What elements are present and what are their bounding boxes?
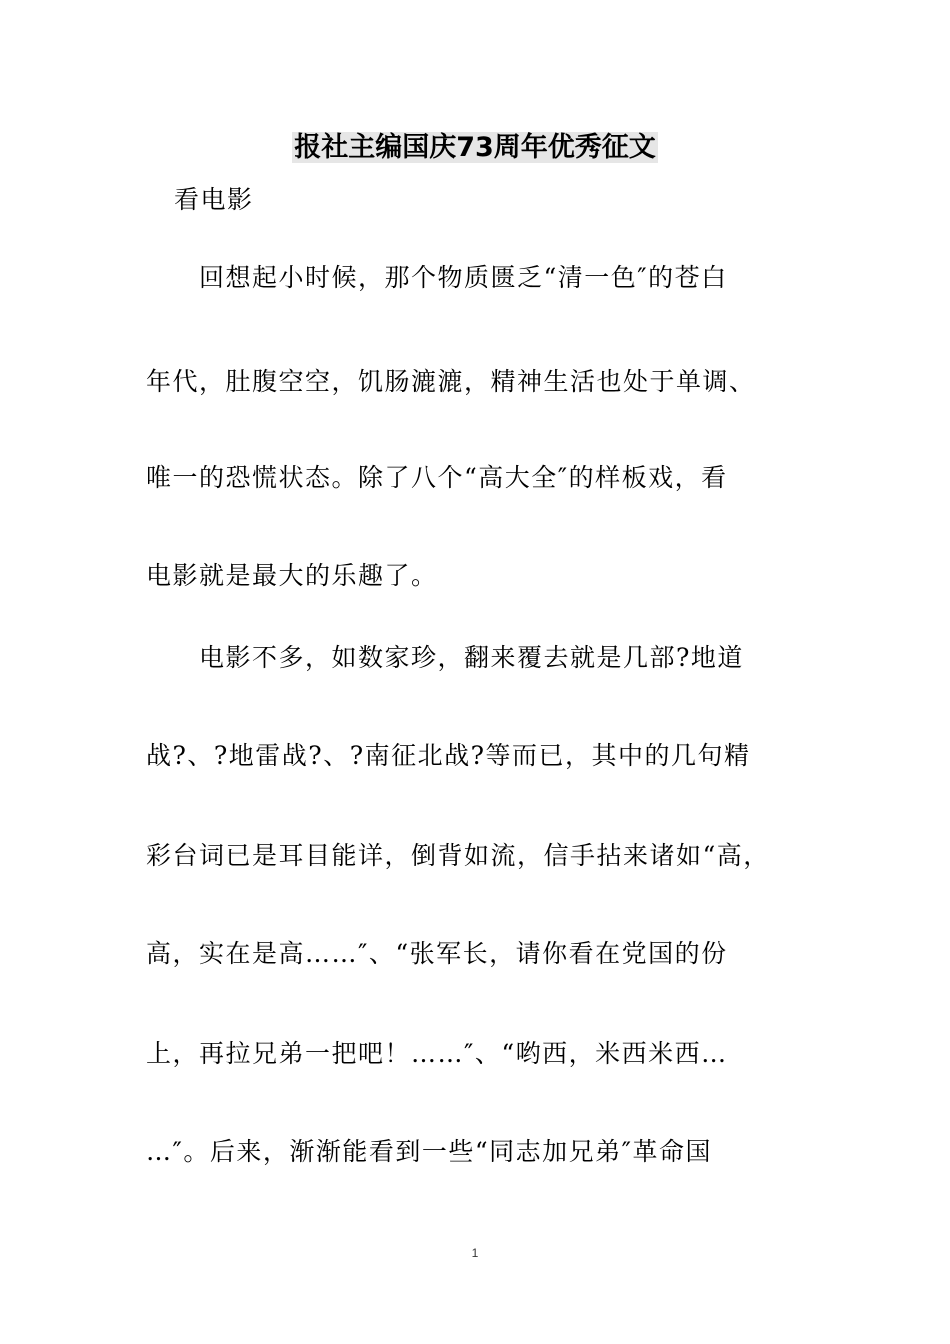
body-line: 电影不多，如数家珍，翻来覆去就是几部?地道	[146, 643, 744, 672]
document-subtitle: 看电影	[174, 185, 254, 214]
body-line: 高，实在是高……″、“张军长，请你看在党国的份	[146, 939, 728, 968]
body-line: …″。后来，渐渐能看到一些“同志加兄弟″革命国	[146, 1137, 712, 1166]
body-line: 上，再拉兄弟一把吧！……″、“哟西，米西米西…	[146, 1039, 728, 1068]
body-line: 唯一的恐慌状态。除了八个“高大全″的样板戏，看	[146, 463, 728, 492]
body-line: 年代，肚腹空空，饥肠漉漉，精神生活也处于单调、	[146, 367, 756, 396]
body-line: 彩台词已是耳目能详，倒背如流，信手拈来诸如“高，	[146, 841, 770, 870]
body-line: 战?、?地雷战?、?南征北战?等而已，其中的几句精	[146, 741, 751, 770]
body-line: 回想起小时候，那个物质匮乏“清一色″的苍白	[146, 263, 728, 292]
document-title-text: 报社主编国庆73周年优秀征文	[294, 132, 656, 163]
page-number: 1	[471, 1246, 479, 1260]
document-title	[0, 128, 950, 168]
body-line: 电影就是最大的乐趣了。	[146, 561, 438, 590]
